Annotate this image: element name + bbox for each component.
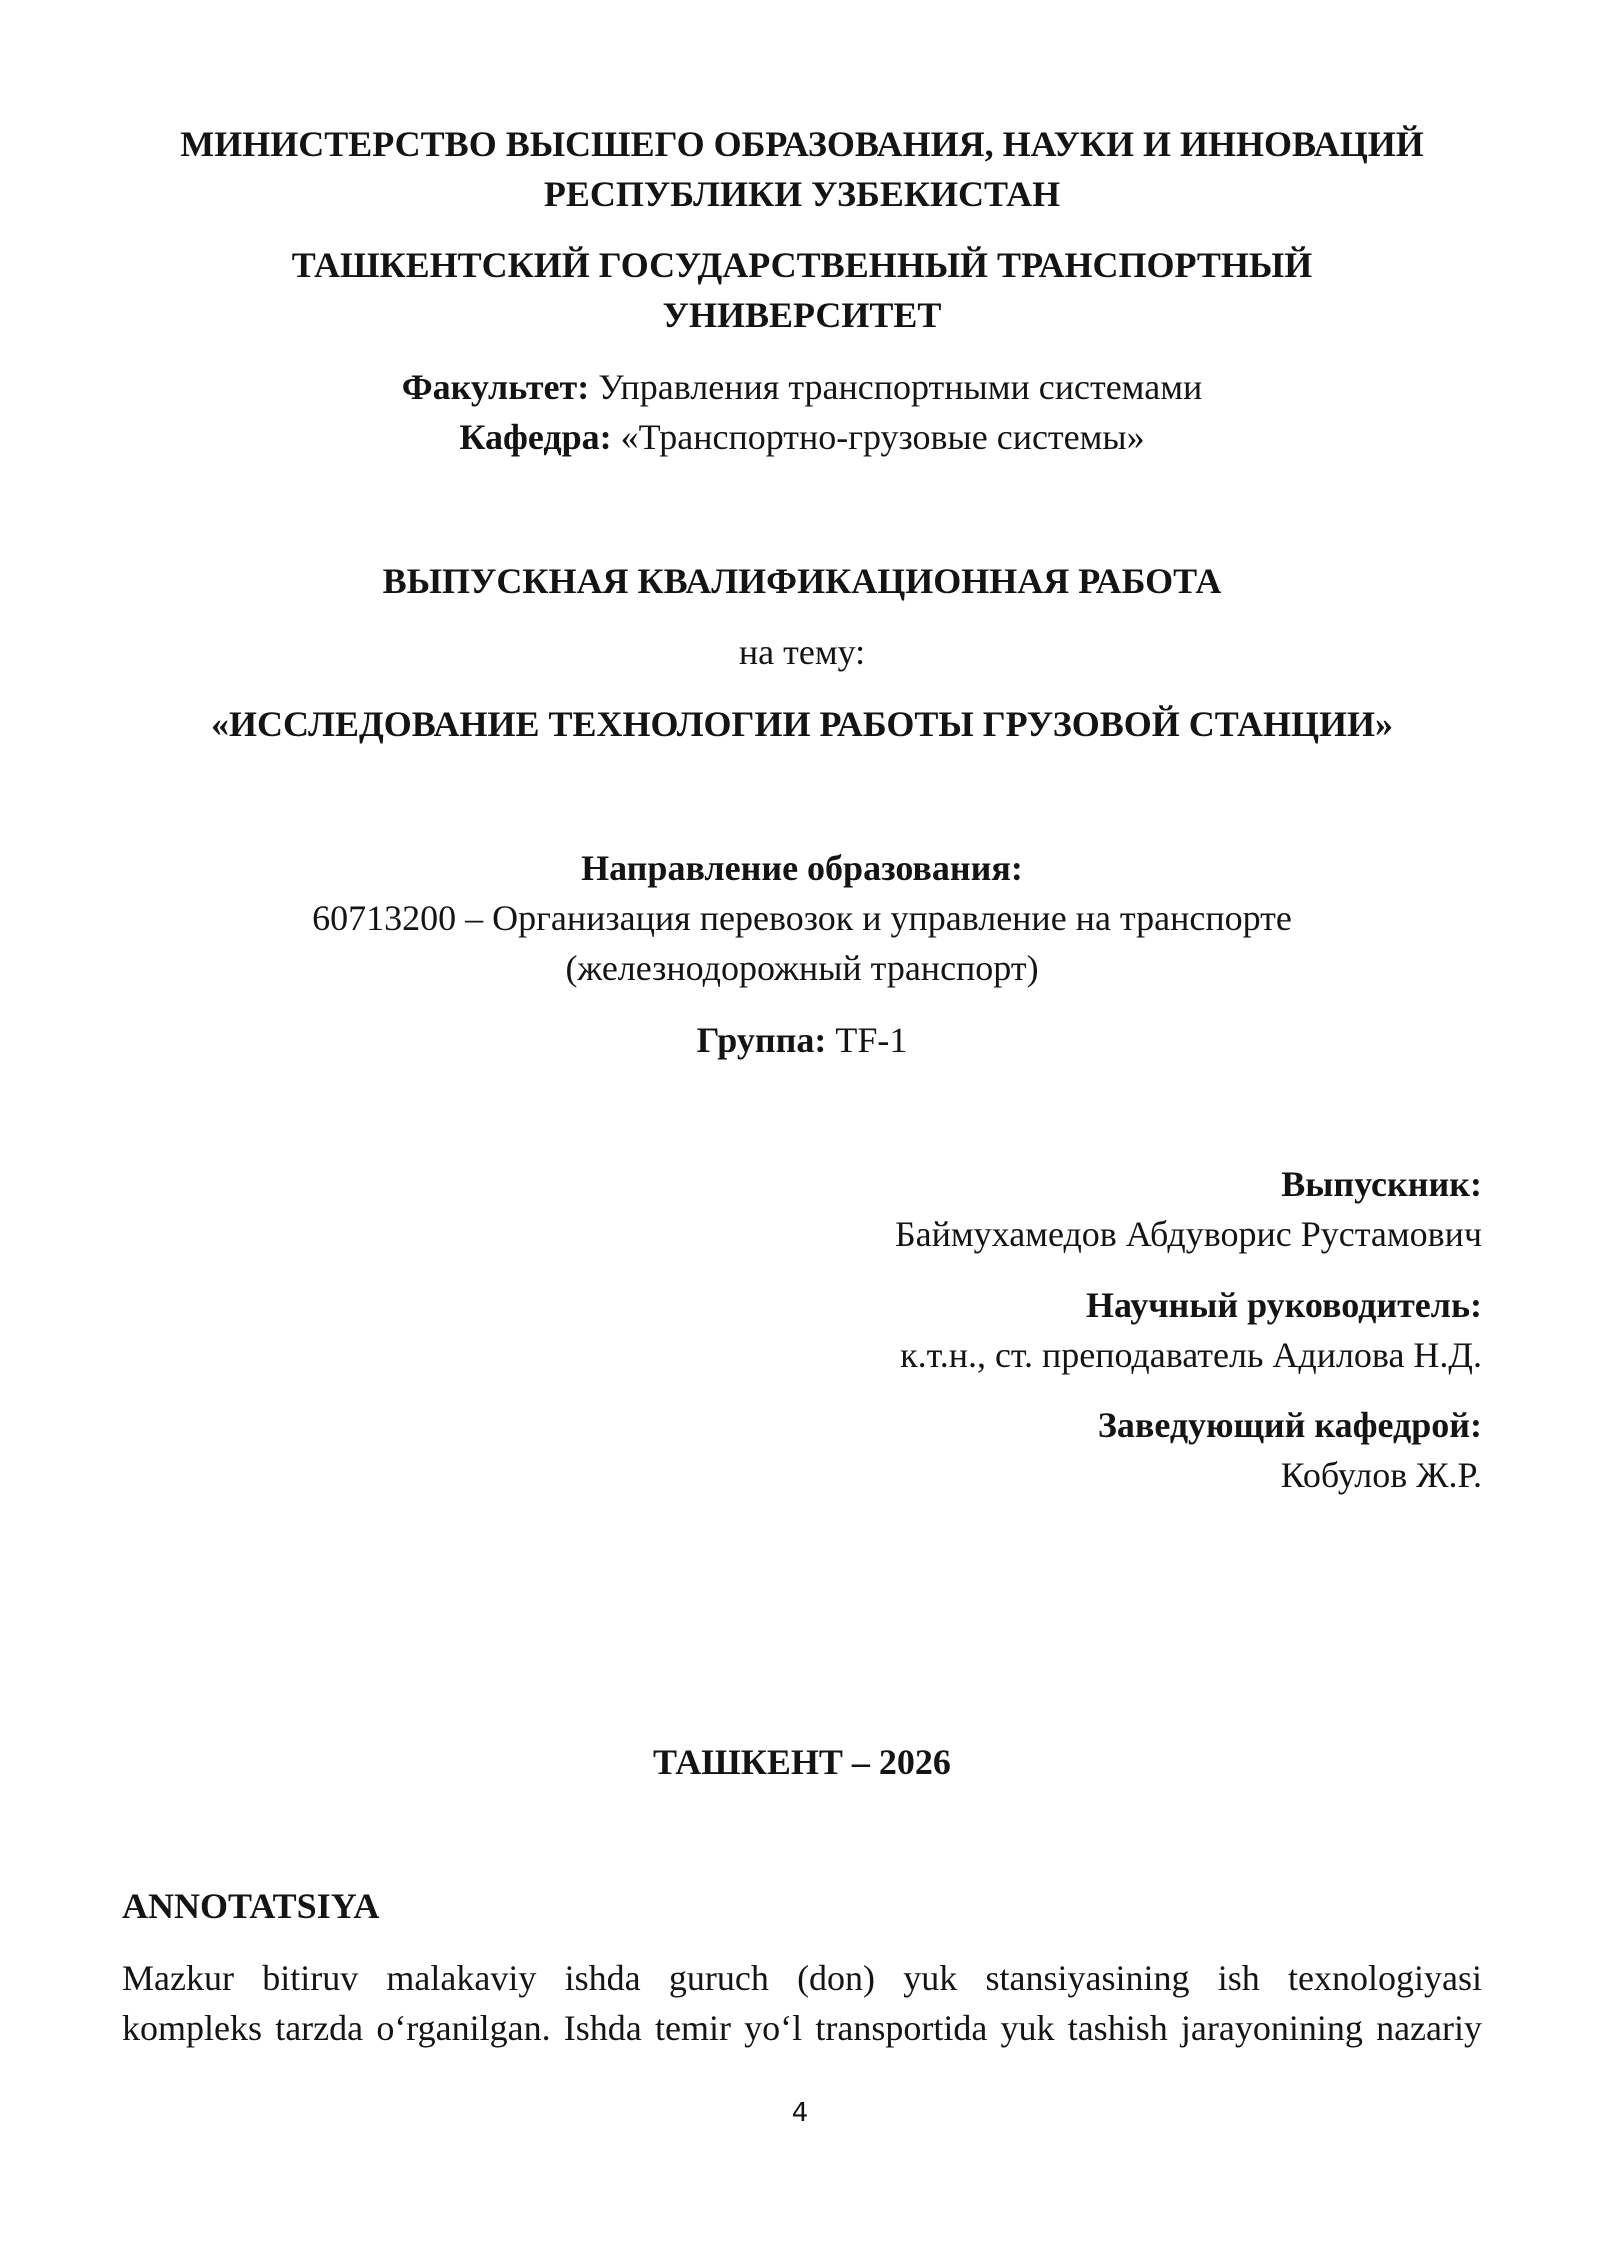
theme-title: «ИССЛЕДОВАНИЕ ТЕХНОЛОГИИ РАБОТЫ ГРУЗОВОЙ СТАНЦИИ» <box>211 704 1393 744</box>
annotation-line-2: kompleks tarzda oʻrganilgan. Ishda temir yoʻl transportida yuk tashish jarayonining nazariy <box>122 2008 1482 2048</box>
head-label: Заведующий кафедрой: <box>1097 1405 1482 1445</box>
department-value: «Транспортно-грузовые системы» <box>620 417 1145 457</box>
theme-intro: на тему: <box>738 632 866 672</box>
university-heading <box>122 240 1482 340</box>
direction-line-1: 60713200 – Организация перевозок и управление на транспорте <box>312 898 1292 938</box>
head-block <box>122 1400 1482 1500</box>
ministry-line-1: МИНИСТЕРСТВО ВЫСШЕГО ОБРАЗОВАНИЯ, НАУКИ И ИННОВАЦИЙ <box>180 124 1424 164</box>
work-type: ВЫПУСКНАЯ КВАЛИФИКАЦИОННАЯ РАБОТА <box>382 561 1222 601</box>
city-year: ТАШКЕНТ – 2026 <box>653 1742 951 1782</box>
direction-block <box>122 843 1482 993</box>
group-value: TF-1 <box>835 1020 908 1060</box>
supervisor-label: Научный руководитель: <box>1086 1285 1482 1325</box>
ministry-heading <box>122 119 1482 219</box>
supervisor-name: к.т.н., ст. преподаватель Адилова Н.Д. <box>900 1335 1482 1375</box>
university-line-1: ТАШКЕНТСКИЙ ГОСУДАРСТВЕННЫЙ ТРАНСПОРТНЫЙ <box>291 245 1313 285</box>
department-label: Кафедра: <box>459 417 612 457</box>
department-line <box>459 417 1144 457</box>
graduate-name: Баймухамедов Абдуворис Рустамович <box>894 1214 1482 1254</box>
head-name: Кобулов Ж.Р. <box>1280 1455 1482 1495</box>
annotation-text <box>122 1953 1482 2053</box>
group-label: Группа: <box>696 1020 827 1060</box>
direction-label: Направление образования: <box>581 848 1023 888</box>
graduate-label: Выпускник: <box>1281 1164 1482 1204</box>
graduate-block <box>122 1159 1482 1259</box>
faculty-label: Факультет: <box>401 367 590 407</box>
supervisor-block <box>122 1280 1482 1380</box>
group-line <box>122 1015 1482 1065</box>
ministry-line-2: РЕСПУБЛИКИ УЗБЕКИСТАН <box>543 174 1061 214</box>
page-number: 4 <box>791 2098 809 2128</box>
faculty-line <box>402 367 1203 407</box>
annotation-heading: ANNOTATSIYA <box>122 1886 380 1926</box>
direction-line-2: (железнодорожный транспорт) <box>565 948 1039 988</box>
annotation-line-1: Mazkur bitiruv malakaviy ishda guruch (don) yuk stansiyasining ish texnologiyasi <box>122 1958 1482 1998</box>
faculty-value: Управления транспортными системами <box>598 367 1203 407</box>
university-line-2: УНИВЕРСИТЕТ <box>662 295 942 335</box>
faculty-department <box>122 362 1482 462</box>
